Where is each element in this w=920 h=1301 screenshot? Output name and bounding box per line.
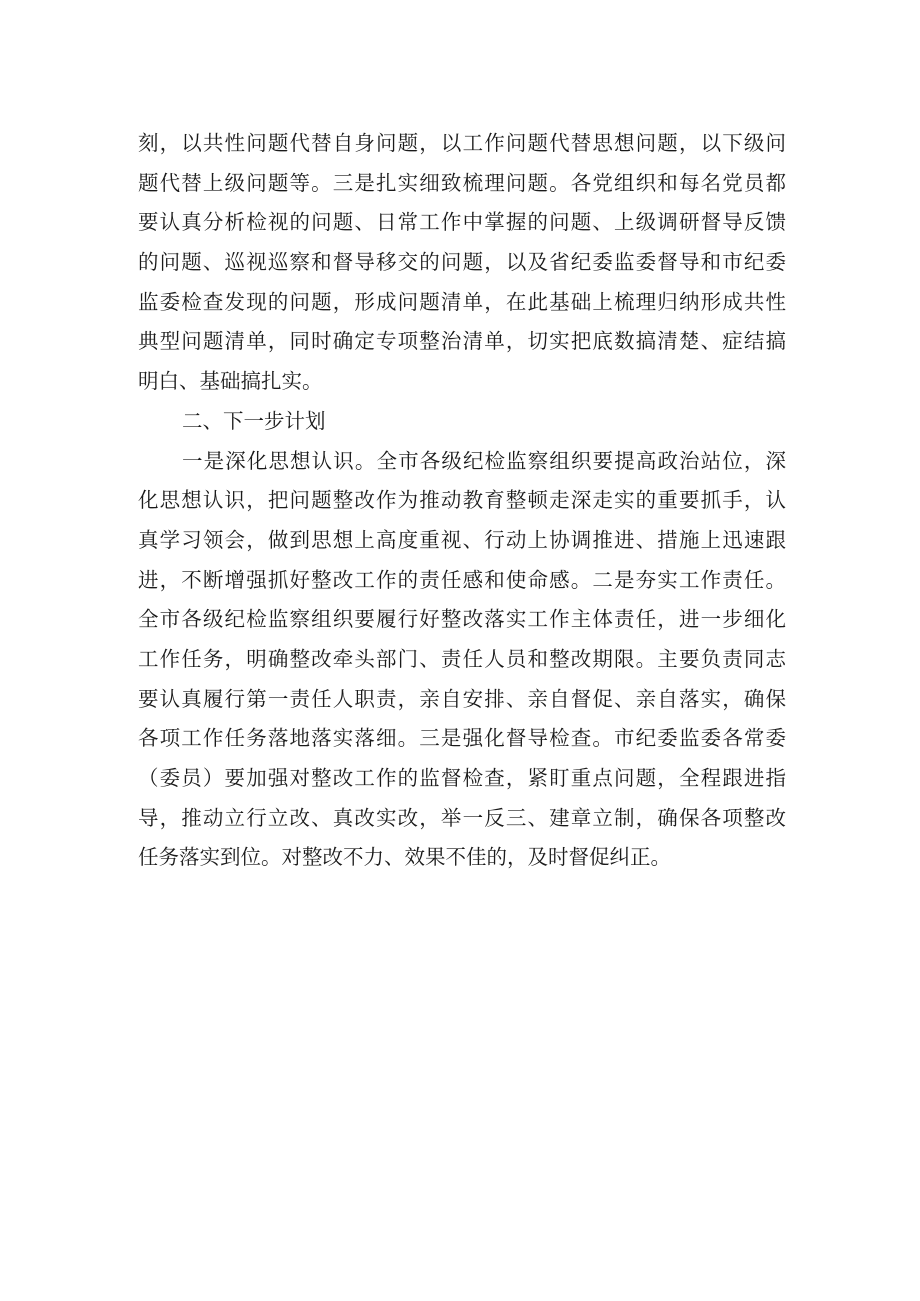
document-body bbox=[138, 124, 786, 878]
paragraph-continuation bbox=[138, 124, 786, 402]
text-line: 导，推动立行立改、真改实改，举一反三、建章立制，确保各项整改 bbox=[138, 805, 786, 830]
text-line: 各项工作任务落地落实落细。三是强化督导检查。市纪委监委各常委 bbox=[138, 726, 786, 751]
text-line: 典型问题清单，同时确定专项整治清单，切实把底数搞清楚、症结搞 bbox=[138, 329, 786, 354]
text-line: 题代替上级问题等。三是扎实细致梳理问题。各党组织和每名党员都 bbox=[138, 170, 786, 195]
text-line: 的问题、巡视巡察和督导移交的问题，以及省纪委监委督导和市纪委 bbox=[138, 250, 786, 275]
text-line: 任务落实到位。对整改不力、效果不佳的，及时督促纠正。 bbox=[138, 845, 671, 870]
text-line: 明白、基础搞扎实。 bbox=[138, 369, 323, 394]
text-line: 真学习领会，做到思想上高度重视、行动上协调推进、措施上迅速跟 bbox=[138, 527, 786, 552]
text-line: 化思想认识，把问题整改作为推动教育整顿走深走实的重要抓手，认 bbox=[138, 488, 786, 513]
text-line: 一是深化思想认识。全市各级纪检监察组织要提高政治站位，深 bbox=[182, 448, 786, 473]
section-heading: 二、下一步计划 bbox=[182, 408, 326, 433]
text-line: （委员）要加强对整改工作的监督检查，紧盯重点问题，全程跟进指 bbox=[138, 766, 786, 790]
text-line: 进，不断增强抓好整改工作的责任感和使命感。二是夯实工作责任。 bbox=[138, 567, 786, 592]
text-line: 要认真分析检视的问题、日常工作中掌握的问题、上级调研督导反馈 bbox=[138, 210, 786, 235]
text-line: 工作任务，明确整改牵头部门、责任人员和整改期限。主要负责同志 bbox=[138, 646, 786, 671]
text-line: 全市各级纪检监察组织要履行好整改落实工作主体责任，进一步细化 bbox=[138, 607, 786, 632]
text-line: 监委检查发现的问题，形成问题清单，在此基础上梳理归纳形成共性 bbox=[138, 289, 786, 314]
text-line: 要认真履行第一责任人职责，亲自安排、亲自督促、亲自落实，确保 bbox=[138, 686, 786, 711]
text-line: 刻，以共性问题代替自身问题，以工作问题代替思想问题，以下级问 bbox=[138, 131, 786, 155]
paragraph-next-steps bbox=[138, 442, 786, 879]
